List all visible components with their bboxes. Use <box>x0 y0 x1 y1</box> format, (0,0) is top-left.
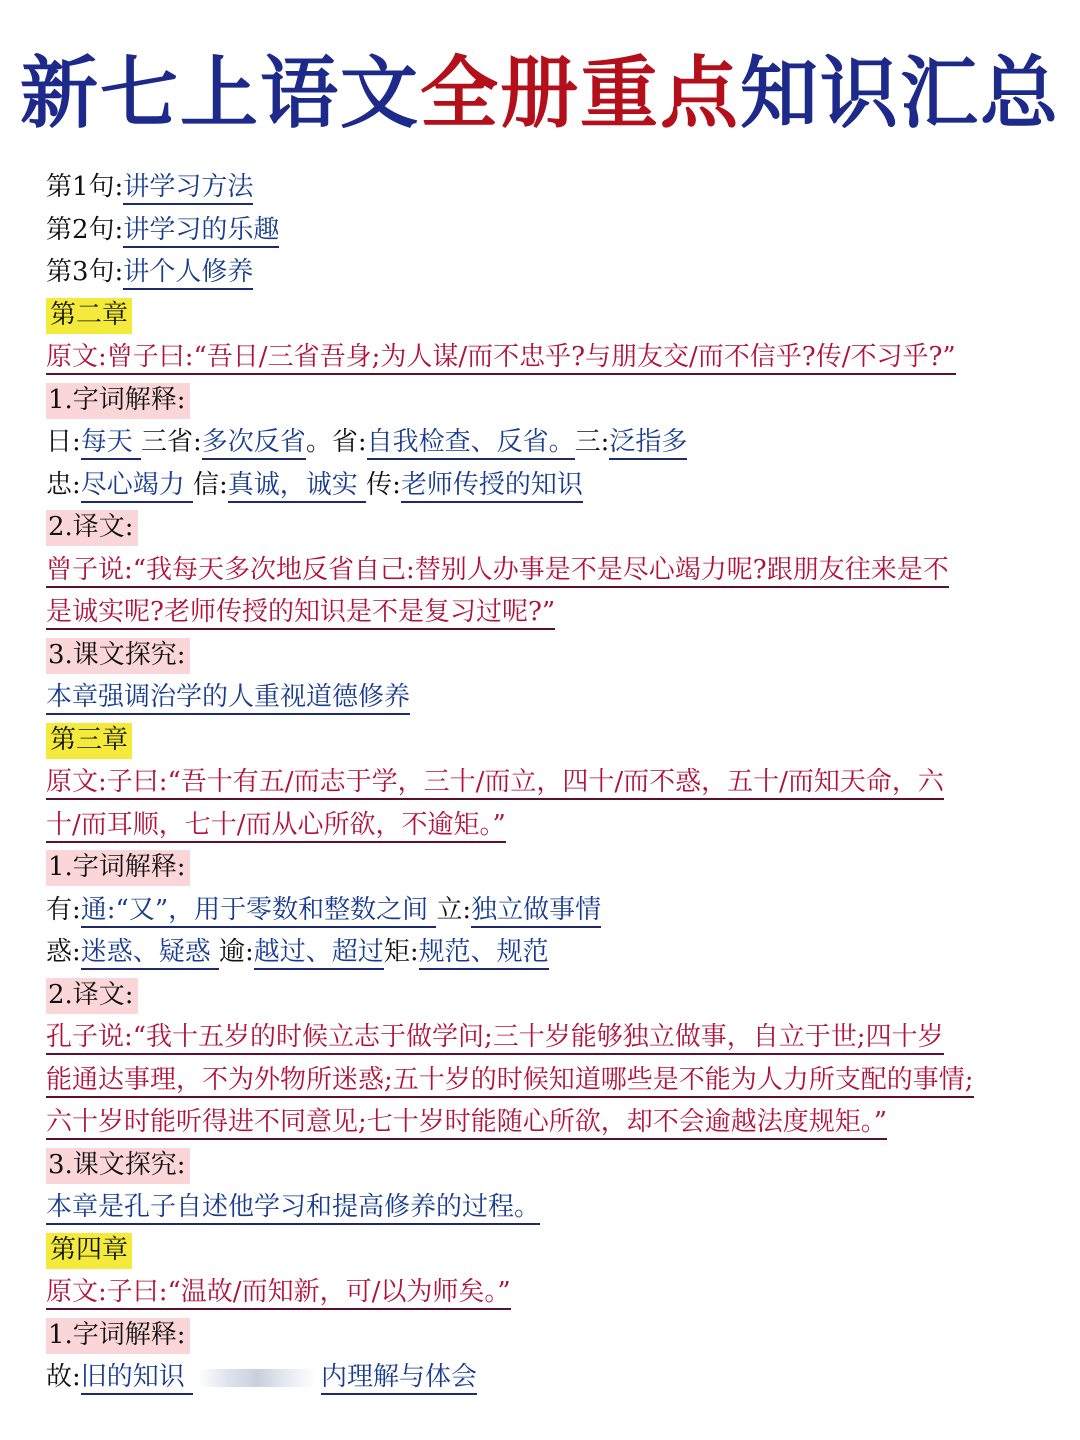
original-text: 十/而耳顺，七十/而从心所欲，不逾矩。” <box>46 810 506 843</box>
vocab-term: 故: <box>46 1362 81 1392</box>
chapter-3-original-text-line-2 <box>46 804 1046 847</box>
title-part-1: 新七上语文 <box>19 48 420 139</box>
title-part-3: 知识汇总 <box>740 48 1061 139</box>
translation-text: 六十岁时能听得进不同意见;七十岁时能随心所欲，却不会逾越法度规矩。” <box>46 1107 887 1140</box>
chapter-2-analysis-line <box>46 676 1046 719</box>
chapter-3-original-text-line-1 <box>46 761 1046 804</box>
vocab-meaning: 迷惑、疑惑 <box>81 937 219 970</box>
vocab-term: 忠: <box>46 469 81 500</box>
translation-heading: 2.译文: <box>46 510 138 546</box>
chapter-4-heading-line <box>46 1229 1046 1272</box>
line-note: 讲个人修养 <box>123 257 253 290</box>
page-title <box>0 46 1080 142</box>
translation-text: 能通达事理，不为外物所迷惑;五十岁的时候知道哪些是不能为人力所支配的事情; <box>46 1065 974 1098</box>
vocab-meaning: 自我检查、反省。 <box>367 427 575 460</box>
original-text: 原文:曾子曰:“吾日/三省吾身;为人谋/而不忠乎?与朋友交/而不信乎?传/不习乎?” <box>46 342 956 375</box>
sentence-1-line <box>46 166 1046 209</box>
line-label: 第3句: <box>46 257 124 287</box>
vocab-meaning: 泛指多 <box>609 427 687 460</box>
vocab-meaning: 内理解与体会 <box>321 1362 477 1395</box>
chapter-2-translation-heading-line <box>46 506 1046 549</box>
vocab-heading: 1.字词解释: <box>46 850 190 886</box>
vocab-meaning: 尽心竭力 <box>81 470 193 503</box>
vocab-term: 信: <box>193 469 228 500</box>
translation-text: 孔子说:“我十五岁的时候立志于做学问;三十岁能够独立做事，自立于世;四十岁 <box>46 1022 944 1055</box>
chapter-3-analysis-heading-line <box>46 1144 1046 1187</box>
vocab-meaning: 真诚，诚实 <box>228 470 366 503</box>
vocab-term: 日: <box>46 427 81 457</box>
title-part-2: 全册重点 <box>419 48 740 139</box>
chapter-2-vocab-line-1 <box>46 421 1046 464</box>
line-note: 讲学习方法 <box>123 172 253 205</box>
vocab-term: 有: <box>46 894 81 925</box>
vocab-heading: 1.字词解释: <box>46 383 190 419</box>
chapter-2-heading: 第二章 <box>46 298 132 334</box>
chapter-3-vocab-heading-line <box>46 846 1046 889</box>
vocab-meaning: 旧的知识 <box>81 1362 193 1395</box>
vocab-term: 三省: <box>141 427 202 457</box>
chapter-3-analysis-line <box>46 1186 1046 1229</box>
vocab-meaning: 独立做事情 <box>471 895 601 928</box>
vocab-term: 立: <box>436 894 472 925</box>
translation-text: 曾子说:“我每天多次地反省自己:替别人办事是不是尽心竭力呢?跟朋友往来是不 <box>46 555 949 588</box>
sentence-2-line <box>46 209 1046 252</box>
chapter-3-translation-heading-line <box>46 974 1046 1017</box>
vocab-term: 三: <box>574 427 610 457</box>
vocab-term: 。省: <box>305 427 367 457</box>
chapter-4-vocab-line-1 <box>46 1356 1046 1399</box>
analysis-text: 本章是孔子自述他学习和提高修养的过程。 <box>46 1192 540 1225</box>
vocab-heading: 1.字词解释: <box>46 1318 190 1354</box>
chapter-3-translation-line-3 <box>46 1101 1046 1144</box>
vocab-meaning: 规范、规范 <box>419 937 549 970</box>
chapter-2-vocab-line-2 <box>46 464 1046 507</box>
chapter-3-heading: 第三章 <box>46 723 132 759</box>
vocab-meaning: 通:“又”，用于零数和整数之间 <box>81 895 437 928</box>
vocab-meaning: 老师传授的知识 <box>401 470 583 503</box>
chapter-2-original-text <box>46 336 1046 379</box>
chapter-4-vocab-heading-line <box>46 1314 1046 1357</box>
vocab-meaning: 越过、超过 <box>254 937 384 970</box>
vocab-meaning: 多次反省 <box>202 427 306 460</box>
analysis-heading: 3.课文探究: <box>46 638 190 674</box>
chapter-4-original-text <box>46 1271 1046 1314</box>
chapter-2-translation-line-1 <box>46 549 1046 592</box>
line-note: 讲学习的乐趣 <box>123 215 279 248</box>
vocab-term: 矩: <box>383 937 419 967</box>
chapter-3-heading-line <box>46 719 1046 762</box>
analysis-text: 本章强调治学的人重视道德修养 <box>46 682 410 715</box>
vocab-term: 惑: <box>46 937 81 967</box>
sentence-3-line <box>46 251 1046 294</box>
blurred-region <box>197 1369 317 1387</box>
translation-text: 是诚实呢?老师传授的知识是不是复习过呢?” <box>46 597 555 630</box>
analysis-heading: 3.课文探究: <box>46 1148 190 1184</box>
vocab-term: 逾: <box>219 937 254 967</box>
chapter-2-heading-line <box>46 294 1046 337</box>
line-label: 第1句: <box>46 172 124 202</box>
chapter-2-vocab-heading-line <box>46 379 1046 422</box>
original-text: 原文:子曰:“吾十有五/而志于学，三十/而立，四十/而不惑，五十/而知天命，六 <box>46 767 944 800</box>
vocab-term: 传: <box>366 469 401 500</box>
notes-body <box>46 166 1046 1399</box>
chapter-2-analysis-heading-line <box>46 634 1046 677</box>
vocab-meaning: 每天 <box>81 427 141 460</box>
chapter-3-vocab-line-2 <box>46 931 1046 974</box>
translation-heading: 2.译文: <box>46 978 138 1014</box>
chapter-3-translation-line-2 <box>46 1059 1046 1102</box>
chapter-2-translation-line-2 <box>46 591 1046 634</box>
original-text: 原文:子曰:“温故/而知新，可/以为师矣。” <box>46 1277 511 1310</box>
chapter-4-heading: 第四章 <box>46 1233 132 1269</box>
chapter-3-translation-line-1 <box>46 1016 1046 1059</box>
chapter-3-vocab-line-1 <box>46 889 1046 932</box>
line-label: 第2句: <box>46 214 124 245</box>
